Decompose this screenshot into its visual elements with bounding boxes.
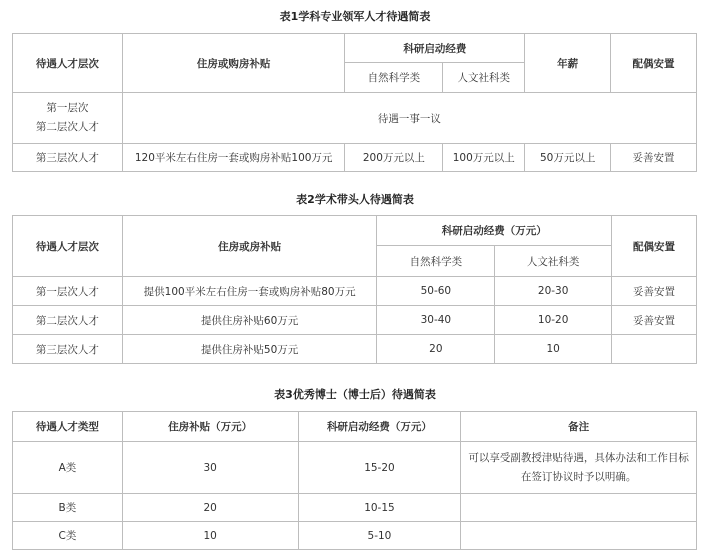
- t3-row-housing: 30: [122, 442, 298, 494]
- t3-header-type: 待遇人才类型: [13, 412, 123, 442]
- t1-header-research: 科研启动经费: [345, 34, 525, 63]
- table-row: [13, 335, 697, 364]
- t3-row-type: A类: [13, 442, 123, 494]
- t2-header-research: 科研启动经费（万元）: [377, 216, 612, 246]
- t1-row1-level-a: 第一层次: [46, 102, 89, 114]
- t1-row1-level: [13, 93, 123, 144]
- t2-row-humanities: 20-30: [495, 277, 612, 306]
- t3-remark-line2: 在签订协议时予以明确。: [520, 470, 637, 483]
- t3-row-housing: 20: [122, 494, 298, 522]
- t2-header-natural: 自然科学类: [377, 246, 495, 277]
- t2-row-humanities: 10: [495, 335, 612, 364]
- table-row: [13, 144, 697, 172]
- t1-row2-spouse: 妥善安置: [611, 144, 697, 172]
- table-row: [13, 277, 697, 306]
- t1-row2-level: 第三层次人才: [13, 144, 123, 172]
- t3-row-research: 15-20: [298, 442, 461, 494]
- t2-row-housing: 提供住房补贴60万元: [122, 306, 377, 335]
- t1-header-spouse: 配偶安置: [611, 34, 697, 93]
- t1-row1-level-b: 第二层次人才: [35, 121, 99, 133]
- t3-header-research: 科研启动经费（万元）: [298, 412, 461, 442]
- table3-caption: 表3优秀博士（博士后）待遇简表: [274, 388, 436, 401]
- t1-header-humanities: 人文社科类: [443, 63, 525, 93]
- t1-header-salary: 年薪: [525, 34, 611, 93]
- t2-row-level: 第一层次人才: [13, 277, 123, 306]
- t2-row-natural: 20: [377, 335, 495, 364]
- t3-row-remark: [461, 494, 697, 522]
- t2-row-level: 第二层次人才: [13, 306, 123, 335]
- t1-row1-merged: 待遇一事一议: [122, 93, 696, 144]
- table-row: [13, 494, 697, 522]
- table-row: [13, 93, 697, 144]
- t1-row2-humanities: 100万元以上: [443, 144, 525, 172]
- t3-remark: [461, 442, 697, 494]
- t3-remark-line1: 可以享受副教授津贴待遇，具体办法和工作目标: [468, 451, 689, 464]
- t3-row-remark: [461, 522, 697, 550]
- t1-header-level: 待遇人才层次: [13, 34, 123, 93]
- t3-header-housing: 住房补贴（万元）: [122, 412, 298, 442]
- table-row: [13, 306, 697, 335]
- table2: [12, 215, 697, 364]
- t3-row-research: 5-10: [298, 522, 461, 550]
- t2-header-spouse: 配偶安置: [612, 216, 697, 277]
- t2-row-natural: 30-40: [377, 306, 495, 335]
- table3: [12, 411, 697, 550]
- t2-row-natural: 50-60: [377, 277, 495, 306]
- t3-row-housing: 10: [122, 522, 298, 550]
- t3-header-remark: 备注: [461, 412, 697, 442]
- t1-row2-salary: 50万元以上: [525, 144, 611, 172]
- t2-row-spouse: 妥善安置: [612, 306, 697, 335]
- t2-header-humanities: 人文社科类: [495, 246, 612, 277]
- table-row: [13, 522, 697, 550]
- table2-caption: 表2学术带头人待遇简表: [296, 193, 414, 206]
- t1-row2-housing: 120平米左右住房一套或购房补贴100万元: [122, 144, 345, 172]
- t1-header-housing: 住房或购房补贴: [122, 34, 345, 93]
- t1-row2-natural: 200万元以上: [345, 144, 443, 172]
- table-row: [13, 442, 697, 494]
- t3-row-type: C类: [13, 522, 123, 550]
- t3-row-research: 10-15: [298, 494, 461, 522]
- t2-header-housing: 住房或房补贴: [122, 216, 377, 277]
- t2-row-spouse: [612, 335, 697, 364]
- table1: [12, 33, 697, 172]
- t3-row-type: B类: [13, 494, 123, 522]
- t2-row-humanities: 10-20: [495, 306, 612, 335]
- t2-row-spouse: 妥善安置: [612, 277, 697, 306]
- t1-header-natural: 自然科学类: [345, 63, 443, 93]
- t2-row-housing: 提供100平米左右住房一套或购房补贴80万元: [122, 277, 377, 306]
- t2-row-housing: 提供住房补贴50万元: [122, 335, 377, 364]
- table1-caption: 表1学科专业领军人才待遇简表: [279, 10, 431, 23]
- t2-row-level: 第三层次人才: [13, 335, 123, 364]
- t2-header-level: 待遇人才层次: [13, 216, 123, 277]
